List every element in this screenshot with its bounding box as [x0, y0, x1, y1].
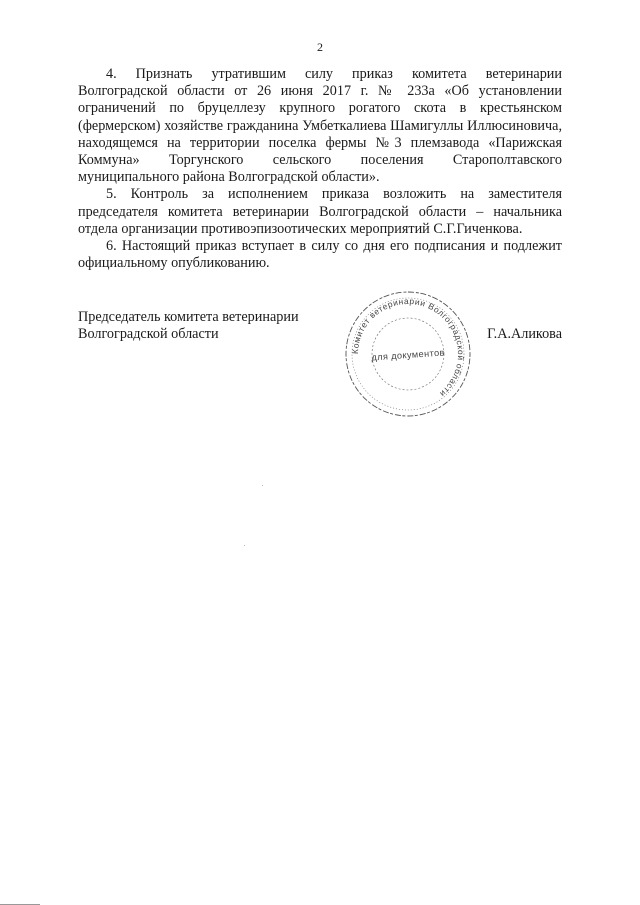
signer-position-line1: Председатель комитета ветеринарии — [78, 309, 299, 325]
official-stamp-seal — [342, 288, 474, 420]
signer-position-line2: Волгоградской области — [78, 325, 219, 342]
signature-block — [78, 309, 299, 342]
paragraph-5: 5. Контроль за исполнением приказа возложить на заместителя председателя комитета ветеринарии Волгоградской области – начальника отдела организации противоэпизоотических мероприятий С.Г.Гиченкова. — [78, 186, 562, 237]
scan-speck — [244, 545, 245, 546]
paragraph-4: 4. Признать утратившим силу приказ комитета ветеринарии Волгоградской области от 26 июня 2017 г. № 233а «Об установлении ограничений по бруцеллезу крупного рогатого скота в крестьянском (фермерском) хозяйстве гражданина Умбеткалиева Шамигуллы Иллюсиновича, находящемся на территории поселка фермы №3 племзавода «Парижская Коммуна» Торгунского сельского поселения Старополтавского муниципального района Волгоградской области». — [78, 66, 562, 186]
stamp-center-text: для документов — [371, 347, 446, 363]
page-number: 2 — [317, 40, 323, 54]
scan-speck — [262, 485, 263, 486]
svg-text:Комитет ветеринарии Волгоградс — [350, 296, 466, 399]
order-body — [78, 66, 562, 272]
signer-name: Г.А.Аликова — [487, 326, 562, 342]
paragraph-6: 6. Настоящий приказ вступает в силу со дня его подписания и подлежит официальному опубликованию. — [78, 238, 562, 272]
stamp-outer-text: Комитет ветеринарии Волгоградской области — [349, 295, 467, 400]
